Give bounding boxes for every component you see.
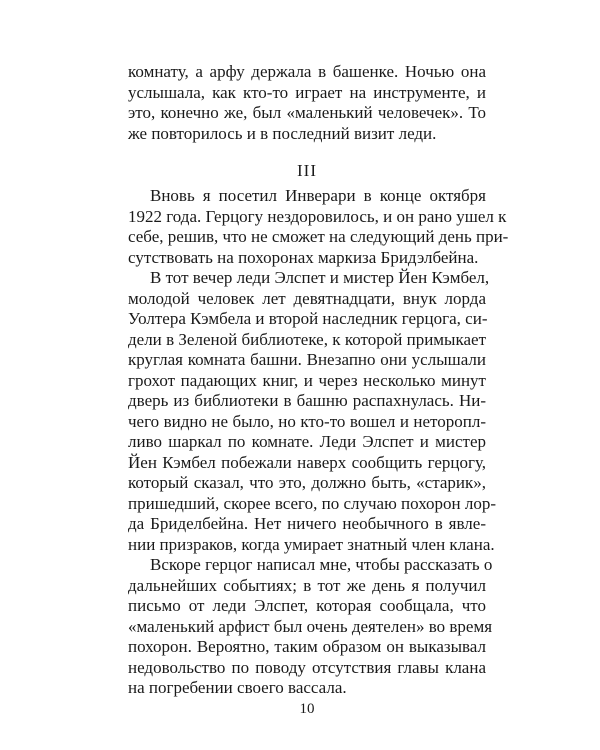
text-line: Вскоре герцог написал мне, чтобы рассказать о [150,555,493,574]
section-heading: III [297,161,317,180]
text-line: пришедший, скорее всего, по случаю похорон лор- [128,493,497,513]
text-line: круглая комната башни. Внезапно они услышали [128,350,486,369]
text-line: комнату, а арфу держала в башенке. Ночью она [128,62,486,81]
text-line: сутствовать на похоронах маркиза Бридэлбейна. [128,247,479,267]
text-line: письмо от леди Элспет, которая сообщала, что [128,596,486,615]
text-line: недовольство по поводу отсутствия главы клана [128,657,486,677]
text-line: нии призраков, когда умирает знатный член клана. [128,534,495,554]
text-line: себе, решив, что не сможет на следующий день при- [128,227,509,246]
text-line: дальнейших событиях; в тот же день я получил [128,575,486,595]
text-line: «маленький арфист был очень деятелен» во время [128,616,493,636]
page-number: 10 [299,701,315,717]
text-line: грохот падающих книг, и через несколько минут [128,370,486,390]
text-line: В тот вечер леди Элспет и мистер Йен Кэмбел, [150,268,490,287]
text-line: ливо шаркал по комнате. Леди Элспет и мистер [128,432,486,451]
text-line: молодой человек лет девятнадцати, внук лорда [128,288,486,308]
text-line: на погребении своего вассала. [128,678,347,697]
text-line: это, конечно же, был «маленький человечек». То [128,103,486,122]
text-line: похорон. Вероятно, таким образом он выказывал [128,637,486,656]
text-line: дверь из библиотеки в башню распахнулась. Ни- [128,391,486,410]
text-line: 1922 года. Герцогу нездоровилось, и он рано ушел к [128,206,507,226]
text-line: Уолтера Кэмбела и второй наследник герцога, си- [128,309,488,328]
text-line: который сказал, что это, должно быть, «старик», [128,473,486,492]
text-line: услышала, как кто-то играет на инструменте, и [128,82,486,102]
text-line: да Бриделбейна. Нет ничего необычного в явле- [128,514,486,533]
text-line: чего видно не было, но кто-то вошел и неторопл- [128,411,486,431]
text-line: дели в Зеленой библиотеке, к которой примыкает [128,329,486,349]
text-line: же повторилось и в последний визит леди. [128,123,437,143]
text-line: Вновь я посетил Инверари в конце октября [150,186,486,205]
text-line: Йен Кэмбел побежали наверх сообщить герцогу, [128,452,486,472]
